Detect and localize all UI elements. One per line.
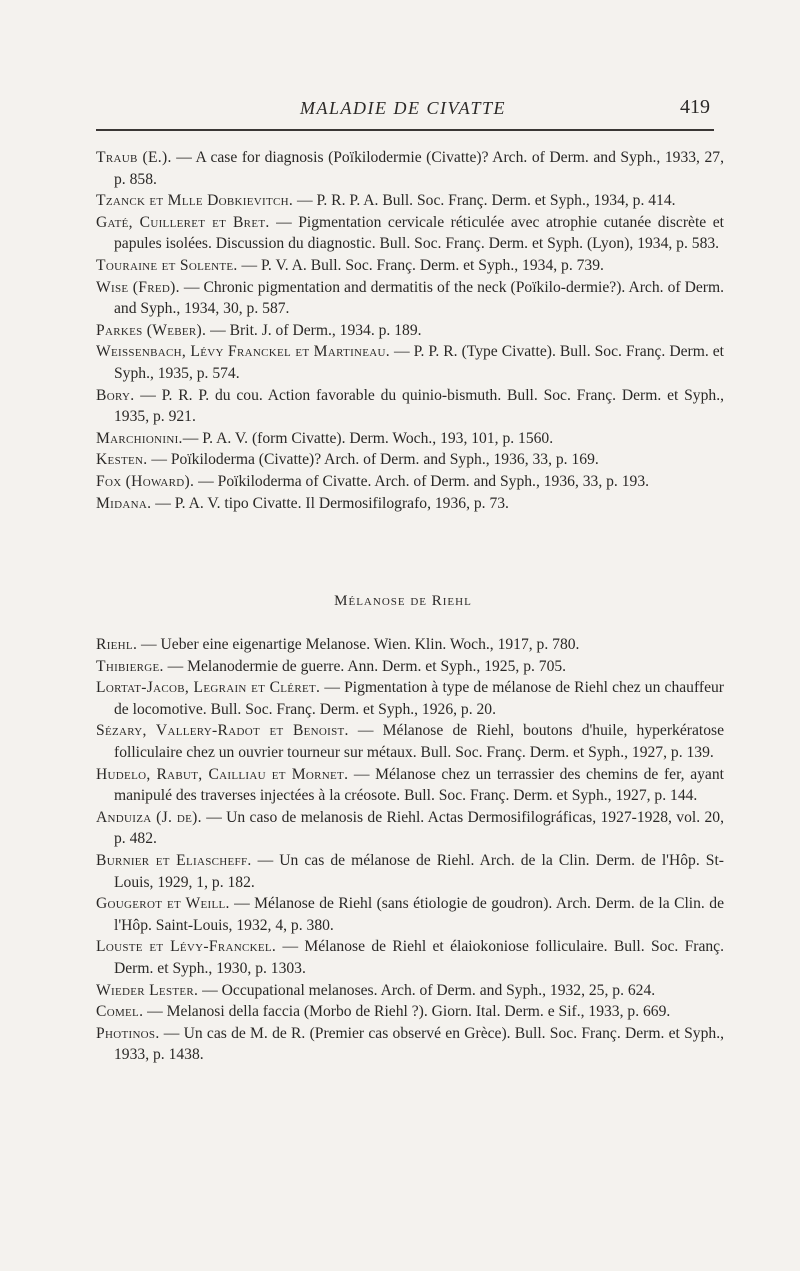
running-title: MALADIE DE CIVATTE	[300, 98, 506, 118]
reference-text: — Mélanose chez un terrassier des chemins de fer, ayant manipulé des traverses injectées à la créosote. Bull. Soc. Franç. Derm. et Syph., 1927, p. 144.	[114, 765, 724, 805]
reference-author: Anduiza (J. de).	[96, 808, 202, 826]
reference-text: — P. V. A. Bull. Soc. Franç. Derm. et Syph., 1934, p. 739.	[237, 256, 604, 274]
reference-entry	[96, 385, 724, 428]
section-heading-riehl: Mélanose de Riehl	[334, 593, 472, 609]
reference-author: Comel.	[96, 1003, 144, 1021]
reference-text: — Un caso de melanosis de Riehl. Actas Dermosifilográficas, 1927-1928, vol. 20, p. 482.	[114, 808, 724, 848]
reference-entry	[96, 677, 724, 720]
reference-text: — A case for diagnosis (Poïkilodermie (Civatte)? Arch. of Derm. and Syph., 1933, 27, p. 858.	[114, 149, 724, 188]
reference-entry	[96, 893, 724, 936]
reference-entry	[96, 936, 724, 979]
reference-author: Kesten.	[96, 451, 148, 469]
reference-author: Wieder Lester.	[96, 981, 199, 999]
reference-text: — Pigmentation à type de mélanose de Riehl chez un chauffeur de locomotive. Bull. Soc. Franç. Derm. et Syph., 1926, p. 20.	[114, 679, 724, 718]
reference-author: Weissenbach, Lévy Franckel et Martineau.	[96, 343, 390, 361]
reference-author: Gougerot et Weill.	[96, 895, 230, 913]
reference-entry	[96, 720, 724, 763]
reference-text: — P. A. V. (form Civatte). Derm. Woch., 193, 101, p. 1560.	[182, 429, 554, 447]
reference-text: — Mélanose de Riehl (sans étiologie de goudron). Arch. Derm. de la Clin. de l'Hôp. Saint-Louis, 1932, 4, p. 380.	[114, 895, 724, 934]
reference-author: Photinos.	[96, 1024, 160, 1042]
reference-entry	[96, 980, 724, 1002]
bibliography-riehl	[96, 634, 724, 1066]
reference-author: Touraine et Solente.	[96, 256, 238, 274]
reference-text: — Poïkiloderma (Civatte)? Arch. of Derm. and Syph., 1936, 33, p. 169.	[147, 451, 599, 469]
reference-entry	[96, 850, 724, 893]
reference-entry	[96, 471, 724, 493]
reference-text: — Un cas de M. de R. (Premier cas observé en Grèce). Bull. Soc. Franç. Derm. et Syph., 1933, p. 1438.	[114, 1024, 724, 1064]
reference-author: Thibierge.	[96, 657, 164, 675]
reference-entry	[96, 190, 724, 212]
reference-entry	[96, 341, 724, 384]
reference-text: — Ueber eine eigenartige Melanose. Wien. Klin. Woch., 1917, p. 780.	[137, 636, 580, 653]
reference-author: Hudelo, Rabut, Cailliau et Mornet.	[96, 765, 349, 783]
reference-text: — Mélanose de Riehl, boutons d'huile, hyperkératose folliculaire chez un ouvrier tourneur sur métaux. Bull. Soc. Franç. Derm. et Syph., 1927, p. 139.	[114, 722, 724, 761]
bibliography-civatte	[96, 147, 724, 514]
reference-entry	[96, 147, 724, 190]
reference-author: Lortat-Jacob, Legrain et Cléret.	[96, 679, 321, 697]
reference-entry	[96, 277, 724, 320]
reference-text: — Melanodermie de guerre. Ann. Derm. et Syph., 1925, p. 705.	[163, 657, 567, 675]
reference-text: — P. R. P. du cou. Action favorable du quinio-bismuth. Bull. Soc. Franç. Derm. et Syph., 1935, p. 921.	[114, 386, 724, 426]
reference-text: — Mélanose de Riehl et élaiokoniose folliculaire. Bull. Soc. Franç. Derm. et Syph., 1930, p. 1303.	[114, 938, 725, 977]
reference-entry	[96, 656, 724, 678]
reference-author: Riehl.	[96, 636, 138, 653]
reference-author: Burnier et Eliascheff.	[96, 851, 252, 869]
reference-text: — Melanosi della faccia (Morbo de Riehl ?). Giorn. Ital. Derm. e Sif., 1933, p. 669.	[143, 1003, 671, 1021]
reference-text: — Un cas de mélanose de Riehl. Arch. de la Clin. Derm. de l'Hôp. St-Louis, 1929, 1, p. 182.	[114, 851, 724, 891]
reference-entry	[96, 449, 724, 471]
reference-author: Traub (E.).	[96, 149, 172, 166]
reference-author: Fox (Howard).	[96, 472, 195, 490]
page-number: 419	[680, 96, 710, 118]
reference-text: — Pigmentation cervicale réticulée avec atrophie cutanée discrète et papules isolées. Discussion du diagnostic. Bull. Soc. Franç. Derm. et Syph. (Lyon), 1934, p. 583.	[114, 213, 724, 253]
reference-text: — P. A. V. tipo Civatte. Il Dermosifilografo, 1936, p. 73.	[151, 494, 509, 512]
reference-author: Marchionini.	[96, 429, 183, 447]
reference-author: Louste et Lévy-Franckel.	[96, 938, 277, 956]
reference-text: — P. P. R. (Type Civatte). Bull. Soc. Franç. Derm. et Syph., 1935, p. 574.	[114, 343, 724, 382]
reference-text: — Chronic pigmentation and dermatitis of the neck (Poïkilo-dermie?). Arch. of Derm. and Syph., 1934, 30, p. 587.	[114, 278, 724, 318]
reference-entry	[96, 1001, 724, 1023]
reference-author: Midana.	[96, 494, 152, 512]
reference-entry	[96, 1023, 724, 1066]
reference-entry	[96, 428, 724, 450]
reference-entry	[96, 634, 724, 656]
reference-text: — P. R. P. A. Bull. Soc. Franç. Derm. et Syph., 1934, p. 414.	[293, 192, 676, 210]
reference-entry	[96, 764, 724, 807]
reference-author: Parkes (Weber).	[96, 321, 207, 339]
running-header	[96, 98, 710, 122]
reference-author: Gaté, Cuilleret et Bret.	[96, 213, 270, 231]
reference-text: — Occupational melanoses. Arch. of Derm. and Syph., 1932, 25, p. 624.	[198, 981, 656, 999]
reference-entry	[96, 212, 724, 255]
reference-entry	[96, 493, 724, 515]
reference-author: Wise (Fred).	[96, 278, 180, 296]
reference-text: — Brit. J. of Derm., 1934. p. 189.	[206, 321, 422, 339]
reference-author: Tzanck et Mlle Dobkievitch.	[96, 192, 294, 210]
reference-author: Sézary, Vallery-Radot et Benoist.	[96, 722, 349, 740]
reference-author: Bory.	[96, 386, 135, 404]
reference-entry	[96, 807, 724, 850]
reference-entry	[96, 255, 724, 277]
reference-text: — Poïkiloderma of Civatte. Arch. of Derm. and Syph., 1936, 33, p. 193.	[194, 472, 650, 490]
reference-entry	[96, 320, 724, 342]
header-rule	[96, 129, 714, 131]
